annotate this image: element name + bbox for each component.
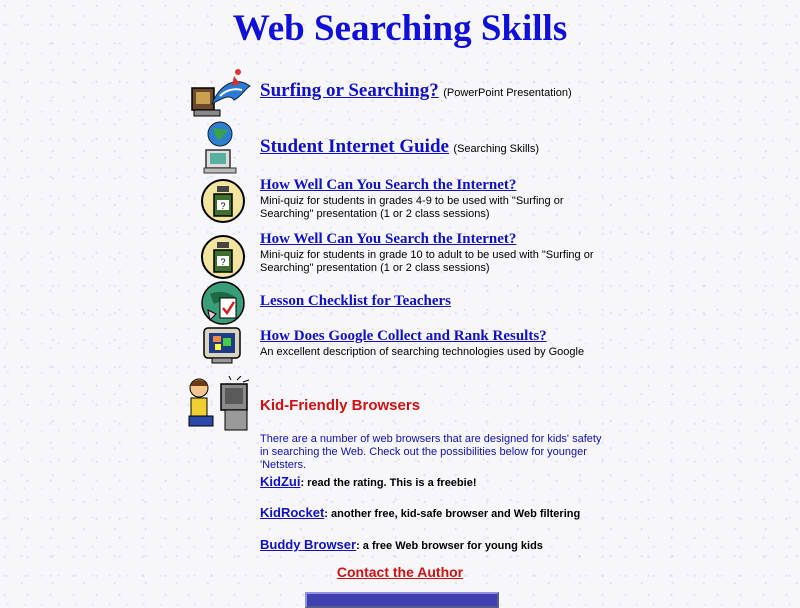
item-note: (PowerPoint Presentation) — [443, 87, 572, 99]
browser-desc: : a free Web browser for young kids — [356, 540, 543, 552]
item-description: Mini-quiz for students in grade 10 to adult to be used with "Surfing or Searching" presentation (1 or 2 class sessions) — [260, 249, 594, 274]
resource-item — [190, 120, 610, 176]
kid-browsers-description: There are a number of web browsers that are designed for kids' safety in searching the Web. Check out the possibilities below for younger 'Netsters. — [260, 433, 602, 471]
item-description: An excellent description of searching technologies used by Google — [260, 346, 585, 358]
kidrocket-link[interactable]: KidRocket — [260, 505, 325, 520]
svg-text:?: ? — [220, 257, 226, 267]
resource-item — [190, 176, 610, 226]
quiz-bottle-icon — [200, 178, 264, 228]
lesson-checklist-link[interactable]: Lesson Checklist for Teachers — [260, 293, 451, 309]
bottom-banner — [305, 592, 499, 608]
search-quiz-4-9-link[interactable]: How Well Can You Search the Internet? — [260, 177, 517, 193]
search-quiz-10-adult-link[interactable]: How Well Can You Search the Internet? — [260, 231, 517, 247]
checklist-globe-icon — [200, 280, 264, 330]
browser-item — [260, 537, 543, 552]
kid-browsers-heading: Kid-Friendly Browsers — [260, 397, 421, 414]
buddy-browser-link[interactable]: Buddy Browser — [260, 537, 357, 552]
resource-item — [190, 230, 610, 280]
resource-item — [190, 280, 610, 324]
browser-desc: : another free, kid-safe browser and Web filtering — [324, 508, 581, 520]
page-title: Web Searching Skills — [232, 8, 568, 49]
globe-computer-icon — [200, 120, 264, 170]
svg-text:?: ? — [220, 201, 226, 211]
browser-item — [260, 505, 580, 520]
browser-item — [260, 474, 476, 489]
item-description: Mini-quiz for students in grades 4-9 to be used with "Surfing or Searching" presentation (1 or 2 class sessions) — [260, 195, 564, 220]
google-rank-results-link[interactable]: How Does Google Collect and Rank Results? — [260, 328, 547, 344]
surfer-computer-icon — [190, 64, 254, 114]
item-note: (Searching Skills) — [453, 143, 540, 155]
student-internet-guide-link[interactable]: Student Internet Guide — [260, 136, 449, 157]
quiz-bottle-icon — [200, 234, 264, 284]
resource-item — [190, 64, 610, 120]
surfing-or-searching-link[interactable]: Surfing or Searching? — [260, 80, 439, 101]
tv-monitor-icon — [200, 324, 264, 374]
resource-item — [190, 324, 610, 368]
kidzui-link[interactable]: KidZui — [260, 474, 301, 489]
kid-at-computer-icon — [185, 376, 257, 434]
browser-desc: : read the rating. This is a freebie! — [300, 477, 477, 489]
contact-row — [0, 564, 800, 582]
contact-author-link[interactable]: Contact the Author — [336, 564, 464, 580]
